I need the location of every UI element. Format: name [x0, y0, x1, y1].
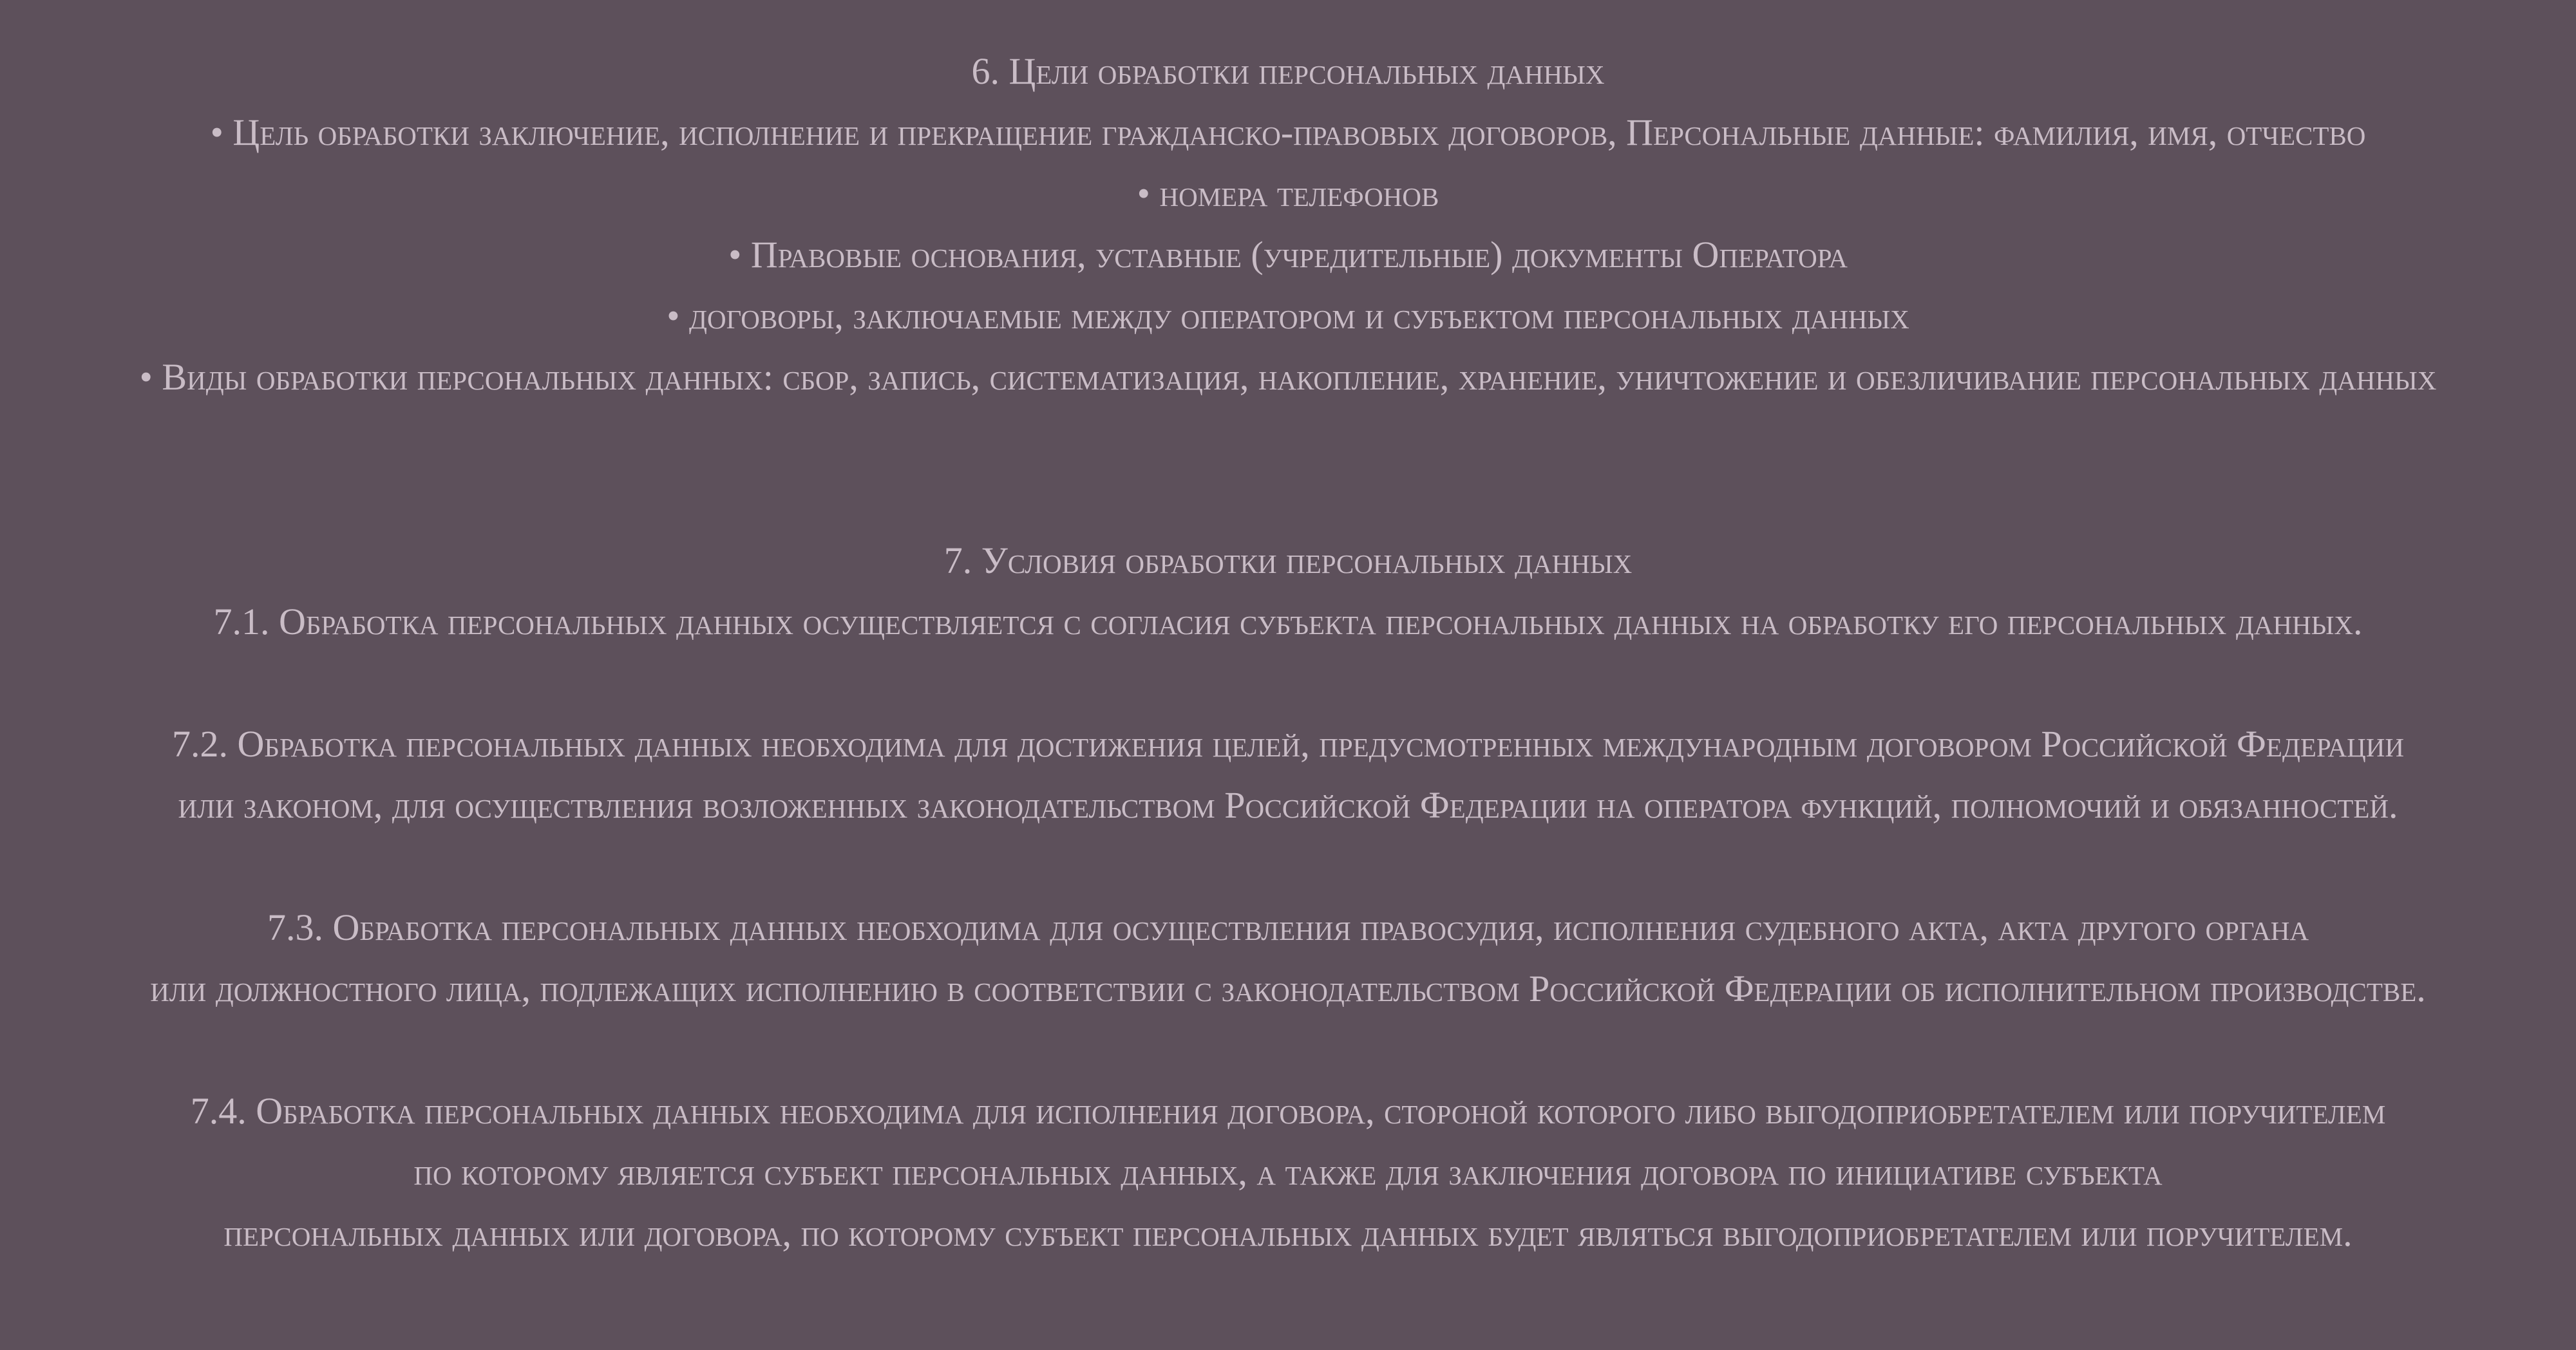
section-7-4-paragraph: 7.4. Обработка персональных данных необходима для исполнения договора, стороной которого либо выгодоприобретателем или поручителем	[190, 1090, 2386, 1132]
section-7-3-paragraph: или должностного лица, подлежащих исполнению в соответствии с законодательством Российской Федерации об исполнительном производстве.	[150, 968, 2426, 1009]
section-6-bullet: • Цель обработки заключение, исполнение и прекращение гражданско-правовых договоров, Персональные данные: фамилия, имя, отчество	[210, 111, 2366, 153]
section-7-4-paragraph: по которому является субъект персональных данных, а также для заключения договора по инициативе субъекта	[413, 1151, 2163, 1193]
section-6-bullet: • договоры, заключаемые между оператором и субъектом персональных данных	[667, 295, 1909, 337]
section-7-4-paragraph: персональных данных или договора, по которому субъект персональных данных будет являться выгодоприобретателем или поручителем.	[223, 1212, 2353, 1254]
section-7-3-paragraph: 7.3. Обработка персональных данных необходима для осуществления правосудия, исполнения судебного акта, акта другого органа	[267, 906, 2309, 948]
section-6-bullet: • Виды обработки персональных данных: сбор, запись, систематизация, накопление, хранение, уничтожение и обезличивание персональных данных	[139, 356, 2437, 398]
section-7-2-paragraph: или законом, для осуществления возложенных законодательством Российской Федерации на оператора функций, полномочий и обязанностей.	[178, 784, 2398, 826]
section-6-title: 6. Цели обработки персональных данных	[971, 50, 1605, 92]
section-7-2-paragraph: 7.2. Обработка персональных данных необходима для достижения целей, предусмотренных международным договором Российской Федерации	[172, 723, 2404, 765]
section-7-1-paragraph: 7.1. Обработка персональных данных осуществляется с согласия субъекта персональных данных на обработку его персональных данных.	[213, 601, 2363, 642]
section-6-bullet: • номера телефонов	[1137, 173, 1439, 214]
section-7-title: 7. Условия обработки персональных данных	[943, 539, 1633, 581]
section-6-bullet: • Правовые основания, уставные (учредительные) документы Оператора	[728, 234, 1848, 276]
